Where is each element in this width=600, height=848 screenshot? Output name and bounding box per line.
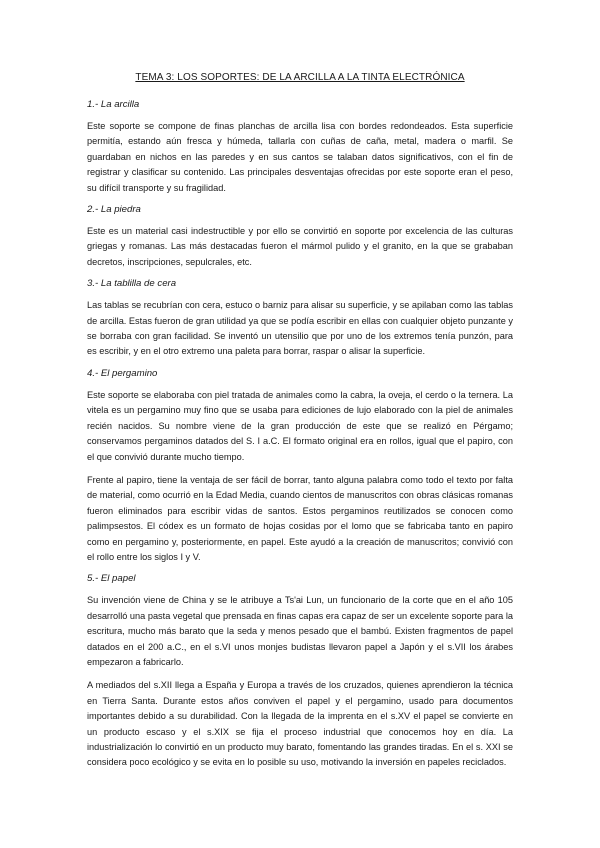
section-pergamino	[87, 368, 513, 565]
section-papel	[87, 573, 513, 770]
paragraph: Este soporte se elaboraba con piel tratada de animales como la cabra, la oveja, el cerdo o la ternera. La vitela es un pergamino muy fino que se usaba para ediciones de lujo elaborado con la piel de animales recién nacidos. Su nombre viene de la gran producción de este que se realizó en Pérgamo; conservamos pergaminos datados del S. I a.C. El formato original era en rollos, igual que el papiro, con el que convivió durante mucho tiempo.	[87, 389, 513, 462]
paragraph: Este es un material casi indestructible y por ello se convirtió en soporte por excelencia de las culturas griegas y romanas. Las más destacadas fueron el mármol pulido y el granito, en la que se grababan decretos, inscripciones, sepulcrales, etc.	[87, 226, 513, 267]
section-tablilla-de-cera	[87, 278, 513, 360]
paragraph: Este soporte se compone de finas planchas de arcilla lisa con bordes redondeados. Esta superficie permitía, estando aún fresca y húmeda, tallarla con cuñas de caña, metal, madera o marfil. Se guardaban en nichos en las paredes y en sus cantos se talaban datos significativos, con el fin de registrar y clasificar su contenido. Las principales desventajas ofrecidas por este soporte eran el peso, su difícil transporte y su fragilidad.	[87, 121, 513, 193]
section-heading: 3.- La tablilla de cera	[87, 278, 177, 290]
section-piedra	[87, 204, 513, 270]
section-heading: 1.- La arcilla	[87, 99, 140, 110]
section-heading: 2.- La piedra	[87, 204, 141, 216]
paragraph: Su invención viene de China y se le atribuye a Ts'ai Lun, un funcionario de la corte que en el año 105 desarrolló una pasta vegetal que prensada en finas capas era capaz de ser un excelente soporte para la escritura, mucho más barato que la seda y menos pesado que el bambú. Existen fragmentos de papel datados en el 200 a.C., en el s.VI unos monjes budistas llevaron papel a Japón y el s.VII los árabes empezaron a fabricarlo.	[87, 595, 513, 667]
section-heading: 4.- El pergamino	[87, 367, 158, 379]
section-heading: 5.- El papel	[87, 573, 136, 585]
document-title: TEMA 3: LOS SOPORTES: DE LA ARCILLA A LA TINTA ELECTRÓNICA	[135, 72, 465, 83]
paragraph: Las tablas se recubrían con cera, estuco o barniz para alisar su superficie, y se apilaban como las tablas de arcilla. Estas fueron de gran utilidad ya que se podía escribir en ellas con cualquier objeto punzante y se borraba con gran facilidad. Se inventó un utensilio que por uno de los extremos tenía punzón, para es escribir, y en el otro extremo una paleta para borrar, raspar o alisar la superficie.	[87, 300, 513, 357]
section-arcilla	[87, 99, 513, 196]
paragraph: A mediados del s.XII llega a España y Europa a través de los cruzados, quienes aprendieron la técnica en Tierra Santa. Durante estos años conviven el papel y el pergamino, usado para documentos importantes debido a su durabilidad. Con la llegada de la imprenta en el s.XV el papel se convierte en un producto escaso y el s.XIX se fija el proceso industrial que conocemos hoy en día. La industrialización lo convirtió en un producto muy barato, fomentando las grandes tiradas. En el s. XXI se considera poco ecológico y se evita en lo posible su uso, motivando la inversión en papeles reciclados.	[87, 680, 513, 768]
paragraph: Frente al papiro, tiene la ventaja de ser fácil de borrar, tanto alguna palabra como todo el texto por falta de material, como ocurrió en la Edad Media, cuando cientos de manuscritos con obras clásicas romanas fueron eliminados para escribir vidas de santos. Estos pergaminos reutilizados se conocen como palimpsestos. El códex es un formato de hojas cosidas por el lomo que se fabricaba tanto en papiro como en pergamino y, posteriormente, en papel. Este ayudó a la creación de manuscritos; convivió con el rollo entre los siglos I y V.	[87, 474, 513, 562]
